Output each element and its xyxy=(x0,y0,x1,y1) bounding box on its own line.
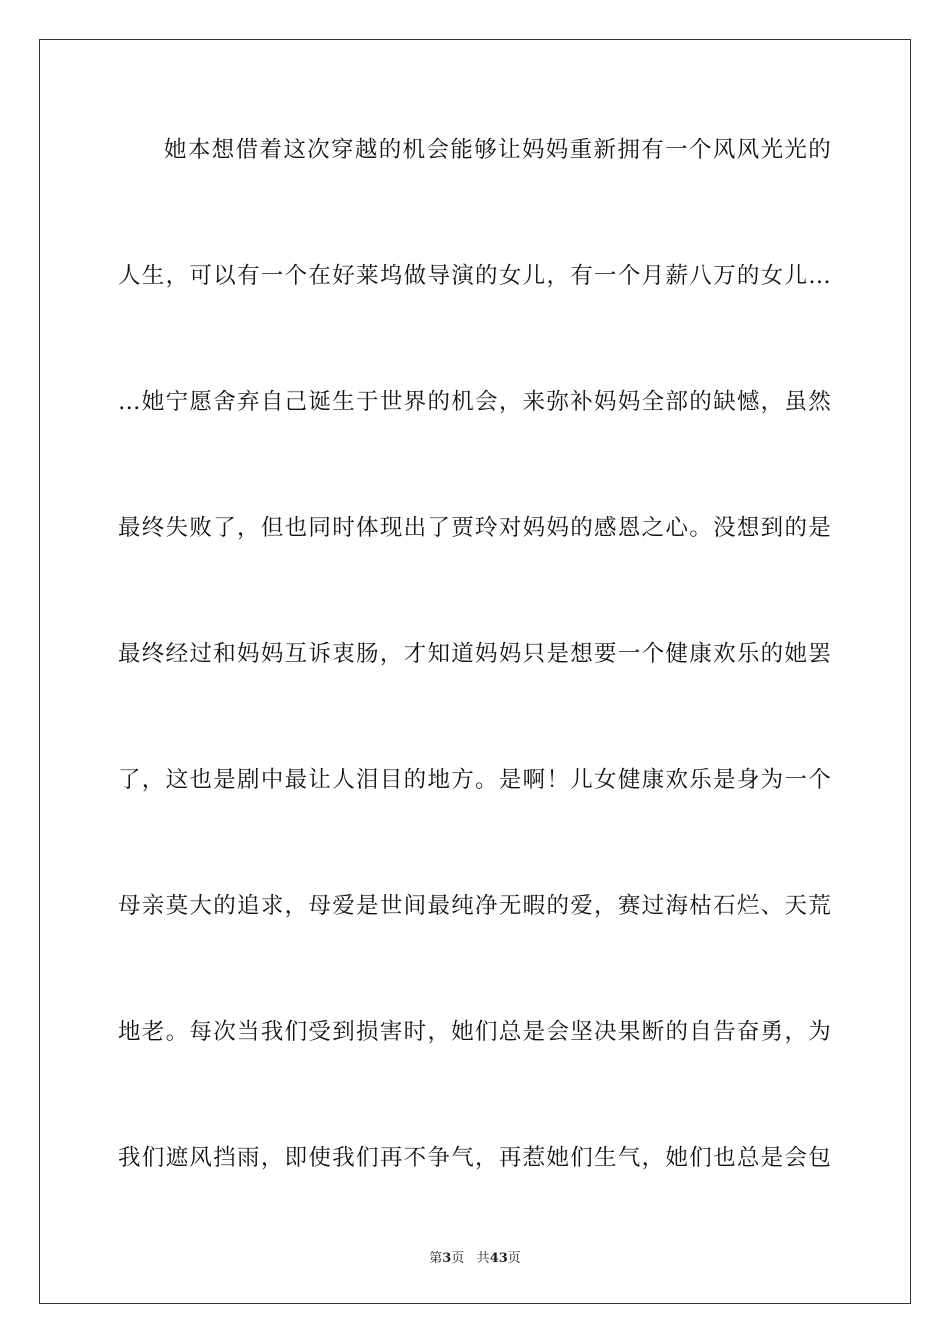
body-text xyxy=(118,128,832,1262)
total-suffix: 页 xyxy=(507,1251,521,1266)
page-suffix: 页 xyxy=(451,1251,465,1266)
paragraph-line-8: 地老。每次当我们受到损害时，她们总是会坚决果断的自告奋勇，为 xyxy=(118,1019,832,1045)
page-number: 3 xyxy=(442,1251,452,1266)
paragraph-line-1: 她本想借着这次穿越的机会能够让妈妈重新拥有一个风风光光的 xyxy=(164,137,832,163)
page-footer xyxy=(0,1247,950,1266)
paragraph-line-9: 我们遮风挡雨，即使我们再不争气，再惹她们生气，她们也总是会包 xyxy=(118,1145,832,1171)
paragraph-line-7: 母亲莫大的追求，母爱是世间最纯净无暇的爱，赛过海枯石烂、天荒 xyxy=(118,893,832,919)
paragraph-line-4: 最终失败了，但也同时体现出了贾玲对妈妈的感恩之心。没想到的是 xyxy=(118,515,832,541)
total-pages: 43 xyxy=(489,1251,508,1266)
page-prefix: 第 xyxy=(429,1251,443,1266)
paragraph-line-5: 最终经过和妈妈互诉衷肠，才知道妈妈只是想要一个健康欢乐的她罢 xyxy=(118,641,832,667)
paragraph-line-3: …她宁愿舍弃自己诞生于世界的机会，来弥补妈妈全部的缺憾，虽然 xyxy=(118,389,832,415)
paragraph-line-6: 了，这也是剧中最让人泪目的地方。是啊！儿女健康欢乐是身为一个 xyxy=(118,767,832,793)
total-prefix: 共 xyxy=(476,1251,490,1266)
paragraph-line-2: 人生，可以有一个在好莱坞做导演的女儿，有一个月薪八万的女儿… xyxy=(118,263,832,289)
